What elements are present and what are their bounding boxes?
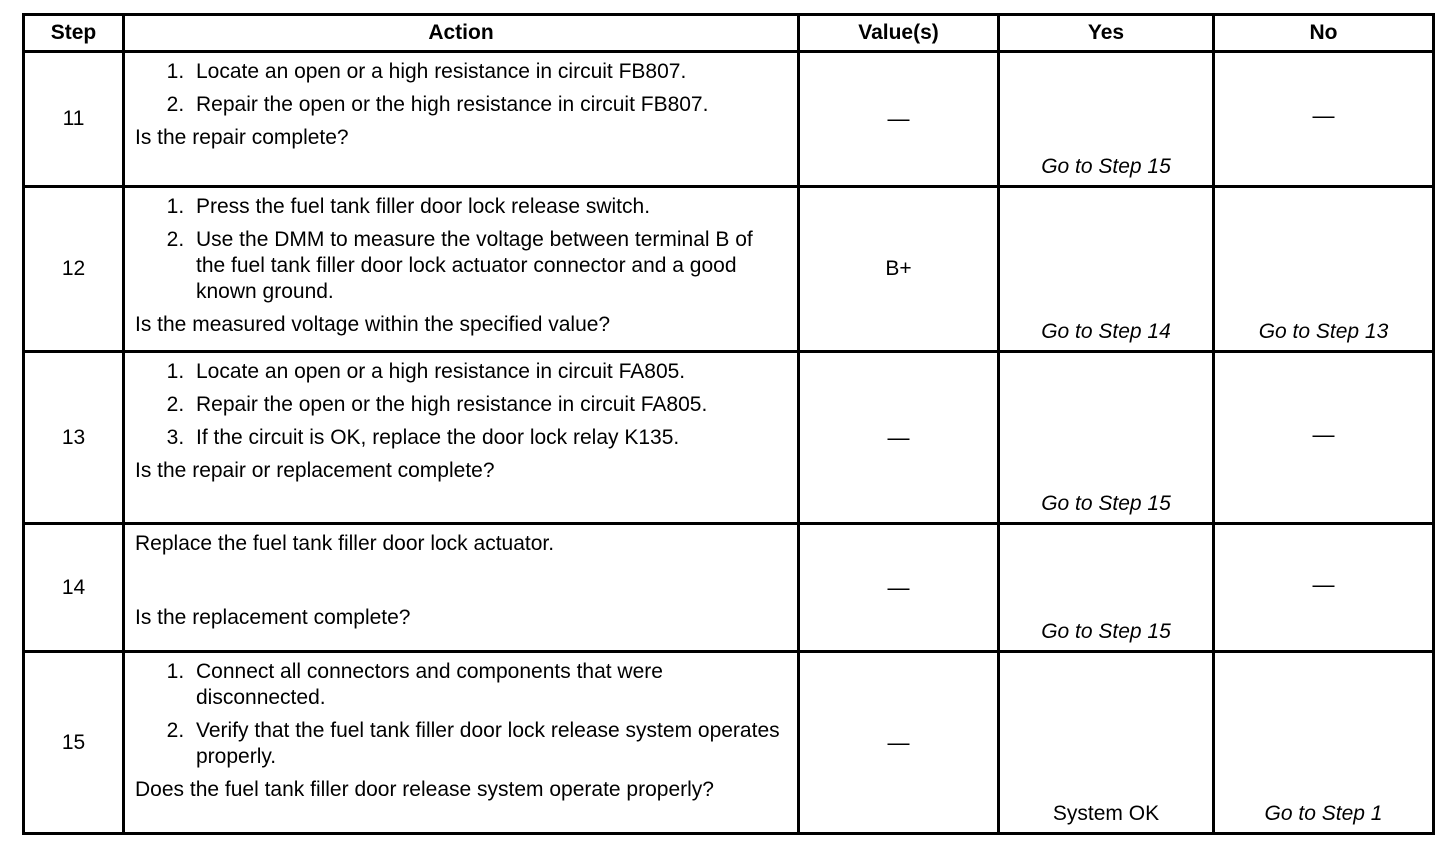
value-text: — [887,729,910,755]
yes-cell [999,187,1214,352]
no-cell [1214,652,1434,834]
yes-cell [999,524,1214,652]
step-number: 13 [24,352,124,524]
action-item: 1. Press the fuel tank filler door lock release switch. [190,194,787,220]
action-spacer [135,557,787,603]
no-cell [1214,187,1434,352]
table-row [24,524,1434,652]
yes-text: Go to Step 15 [1041,620,1171,643]
action-item: 3. If the circuit is OK, replace the door lock relay K135. [190,425,787,451]
diagnostic-table-frame [22,13,1432,835]
action-item: 2. Verify that the fuel tank filler door lock release system operates properly. [190,718,787,770]
value-cell [799,187,999,352]
table-row [24,652,1434,834]
value-cell [799,52,999,187]
diagnostic-table [22,13,1435,835]
yes-text: Go to Step 14 [1041,320,1171,343]
yes-text: Go to Step 15 [1041,492,1171,515]
action-list [135,194,787,305]
no-text: — [1312,421,1335,447]
yes-cell [999,652,1214,834]
yes-text: Go to Step 15 [1041,155,1171,178]
table-row [24,52,1434,187]
action-intro: Replace the fuel tank filler door lock actuator. [135,532,555,555]
header-no: No [1214,15,1434,52]
action-question: Is the repair or replacement complete? [135,459,495,482]
action-question: Is the replacement complete? [135,606,411,629]
action-list [135,359,787,451]
value-cell [799,524,999,652]
yes-text: System OK [1052,802,1160,825]
action-item: 2. Repair the open or the high resistance in circuit FA805. [190,392,787,418]
step-number: 11 [24,52,124,187]
value-text: — [887,574,910,600]
action-cell [124,52,799,187]
value-cell [799,352,999,524]
no-cell [1214,52,1434,187]
action-list [135,59,787,118]
action-item: 2. Repair the open or the high resistance in circuit FB807. [190,92,787,118]
action-item: 1. Locate an open or a high resistance in circuit FB807. [190,59,787,85]
value-cell [799,652,999,834]
table-row [24,187,1434,352]
header-yes: Yes [999,15,1214,52]
header-step: Step [24,15,124,52]
action-cell [124,187,799,352]
yes-cell [999,352,1214,524]
yes-cell [999,52,1214,187]
step-number: 14 [24,524,124,652]
table-row [24,352,1434,524]
action-item: 1. Connect all connectors and components that were disconnected. [190,659,787,711]
action-cell [124,524,799,652]
value-text: — [887,106,910,131]
no-text: — [1312,103,1335,128]
table-header-row [24,15,1434,52]
no-text: Go to Step 13 [1258,320,1389,343]
value-text: — [887,424,910,450]
action-list [135,659,787,770]
header-values: Value(s) [799,15,999,52]
action-question: Is the repair complete? [135,126,349,149]
step-number: 12 [24,187,124,352]
action-question: Does the fuel tank filler door release system operate properly? [135,778,714,801]
action-cell [124,352,799,524]
action-item: 1. Locate an open or a high resistance in circuit FA805. [190,359,787,385]
step-number: 15 [24,652,124,834]
action-cell [124,652,799,834]
no-text: Go to Step 1 [1264,802,1383,825]
action-question: Is the measured voltage within the specified value? [135,313,611,336]
action-item: 2. Use the DMM to measure the voltage between terminal B of the fuel tank filler door lock actuator connector and a good known ground. [190,227,787,305]
header-action: Action [124,15,799,52]
no-cell [1214,352,1434,524]
no-text: — [1312,571,1335,597]
no-cell [1214,524,1434,652]
value-text: B+ [885,257,912,280]
